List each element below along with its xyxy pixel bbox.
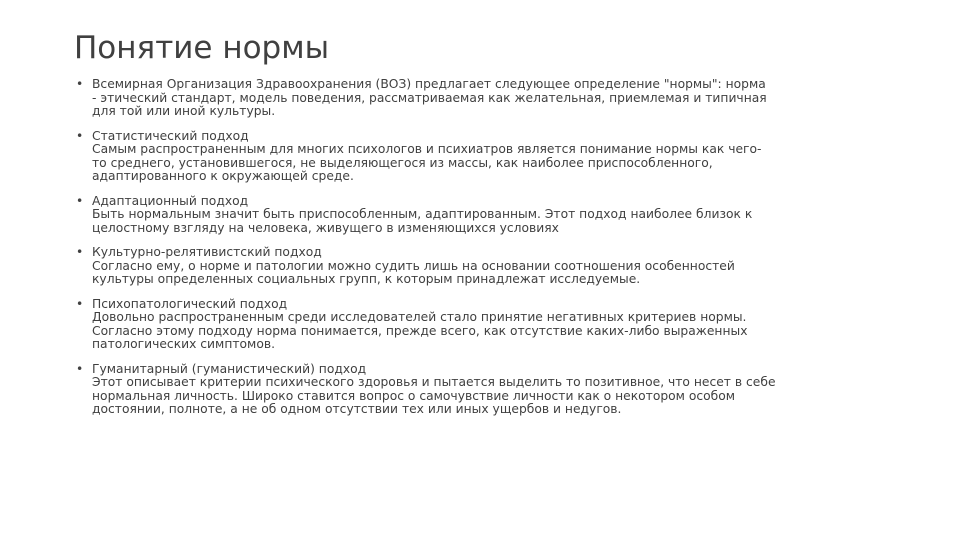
bullet-text-line: целостному взгляду на человека, живущего в изменяющихся условиях bbox=[92, 220, 559, 235]
bullet-text-line: то среднего, установившегося, не выделяющегося из массы, как наиболее приспособленного, bbox=[92, 155, 713, 170]
bullet-dot-icon: • bbox=[76, 361, 84, 376]
bullet-cultural-relativist-approach bbox=[76, 246, 906, 287]
bullet-list bbox=[76, 78, 906, 428]
bullet-statistical-approach bbox=[76, 130, 906, 184]
bullet-text-line: адаптированного к окружающей среде. bbox=[92, 169, 354, 183]
bullet-text-line: Этот описывает критерии психического здоровья и пытается выделить то позитивное, что несет в себе bbox=[92, 375, 776, 389]
bullet-text-line: достоянии, полноте, а не об одном отсутствии тех или иных ущербов и недугов. bbox=[92, 402, 622, 416]
bullet-text-line: Довольно распространенным среди исследователей стало принятие негативных критериев нормы. bbox=[92, 310, 747, 324]
bullet-text-line: для той или иной культуры. bbox=[92, 104, 276, 118]
bullet-text-line: культуры определенных социальных групп, к которым принадлежат исследуемые. bbox=[92, 272, 641, 286]
bullet-text-line: нормальная личность. Широко ставится вопрос о самочувствие личности как о некотором особом bbox=[92, 388, 736, 403]
bullet-text-line: Самым распространенным для многих психологов и психиатров является понимание нормы как чего- bbox=[92, 142, 762, 156]
bullet-text-line: патологических симптомов. bbox=[92, 337, 276, 351]
bullet-heading: Статистический подход bbox=[92, 128, 249, 143]
bullet-dot-icon: • bbox=[76, 193, 84, 208]
bullet-humanistic-approach bbox=[76, 363, 906, 417]
bullet-text-line: Всемирная Организация Здравоохранения (ВОЗ) предлагает следующее определение "нормы": норма bbox=[92, 77, 766, 91]
bullet-psychopathological-approach bbox=[76, 298, 906, 352]
bullet-heading: Адаптационный подход bbox=[92, 193, 249, 208]
bullet-text-line: Согласно ему, о норме и патологии можно судить лишь на основании соотношения особенностей bbox=[92, 258, 735, 273]
bullet-text-line: Согласно этому подходу норма понимается, прежде всего, как отсутствие каких-либо выраженных bbox=[92, 323, 748, 338]
bullet-text-line: Быть нормальным значит быть приспособленным, адаптированным. Этот подход наиболее близок к bbox=[92, 207, 753, 221]
bullet-heading: Гуманитарный (гуманистический) подход bbox=[92, 361, 367, 376]
bullet-text-line: - этический стандарт, модель поведения, рассматриваемая как желательная, приемлемая и типичная bbox=[92, 90, 767, 105]
bullet-dot-icon: • bbox=[76, 245, 84, 259]
bullet-dot-icon: • bbox=[76, 77, 84, 91]
bullet-heading: Культурно-релятивистский подход bbox=[92, 245, 322, 259]
bullet-dot-icon: • bbox=[76, 296, 84, 311]
bullet-dot-icon: • bbox=[76, 128, 84, 143]
bullet-who-definition bbox=[76, 78, 906, 119]
slide-title: Понятие нормы bbox=[74, 30, 330, 66]
bullet-heading: Психопатологический подход bbox=[92, 296, 288, 311]
bullet-adaptive-approach bbox=[76, 195, 906, 236]
